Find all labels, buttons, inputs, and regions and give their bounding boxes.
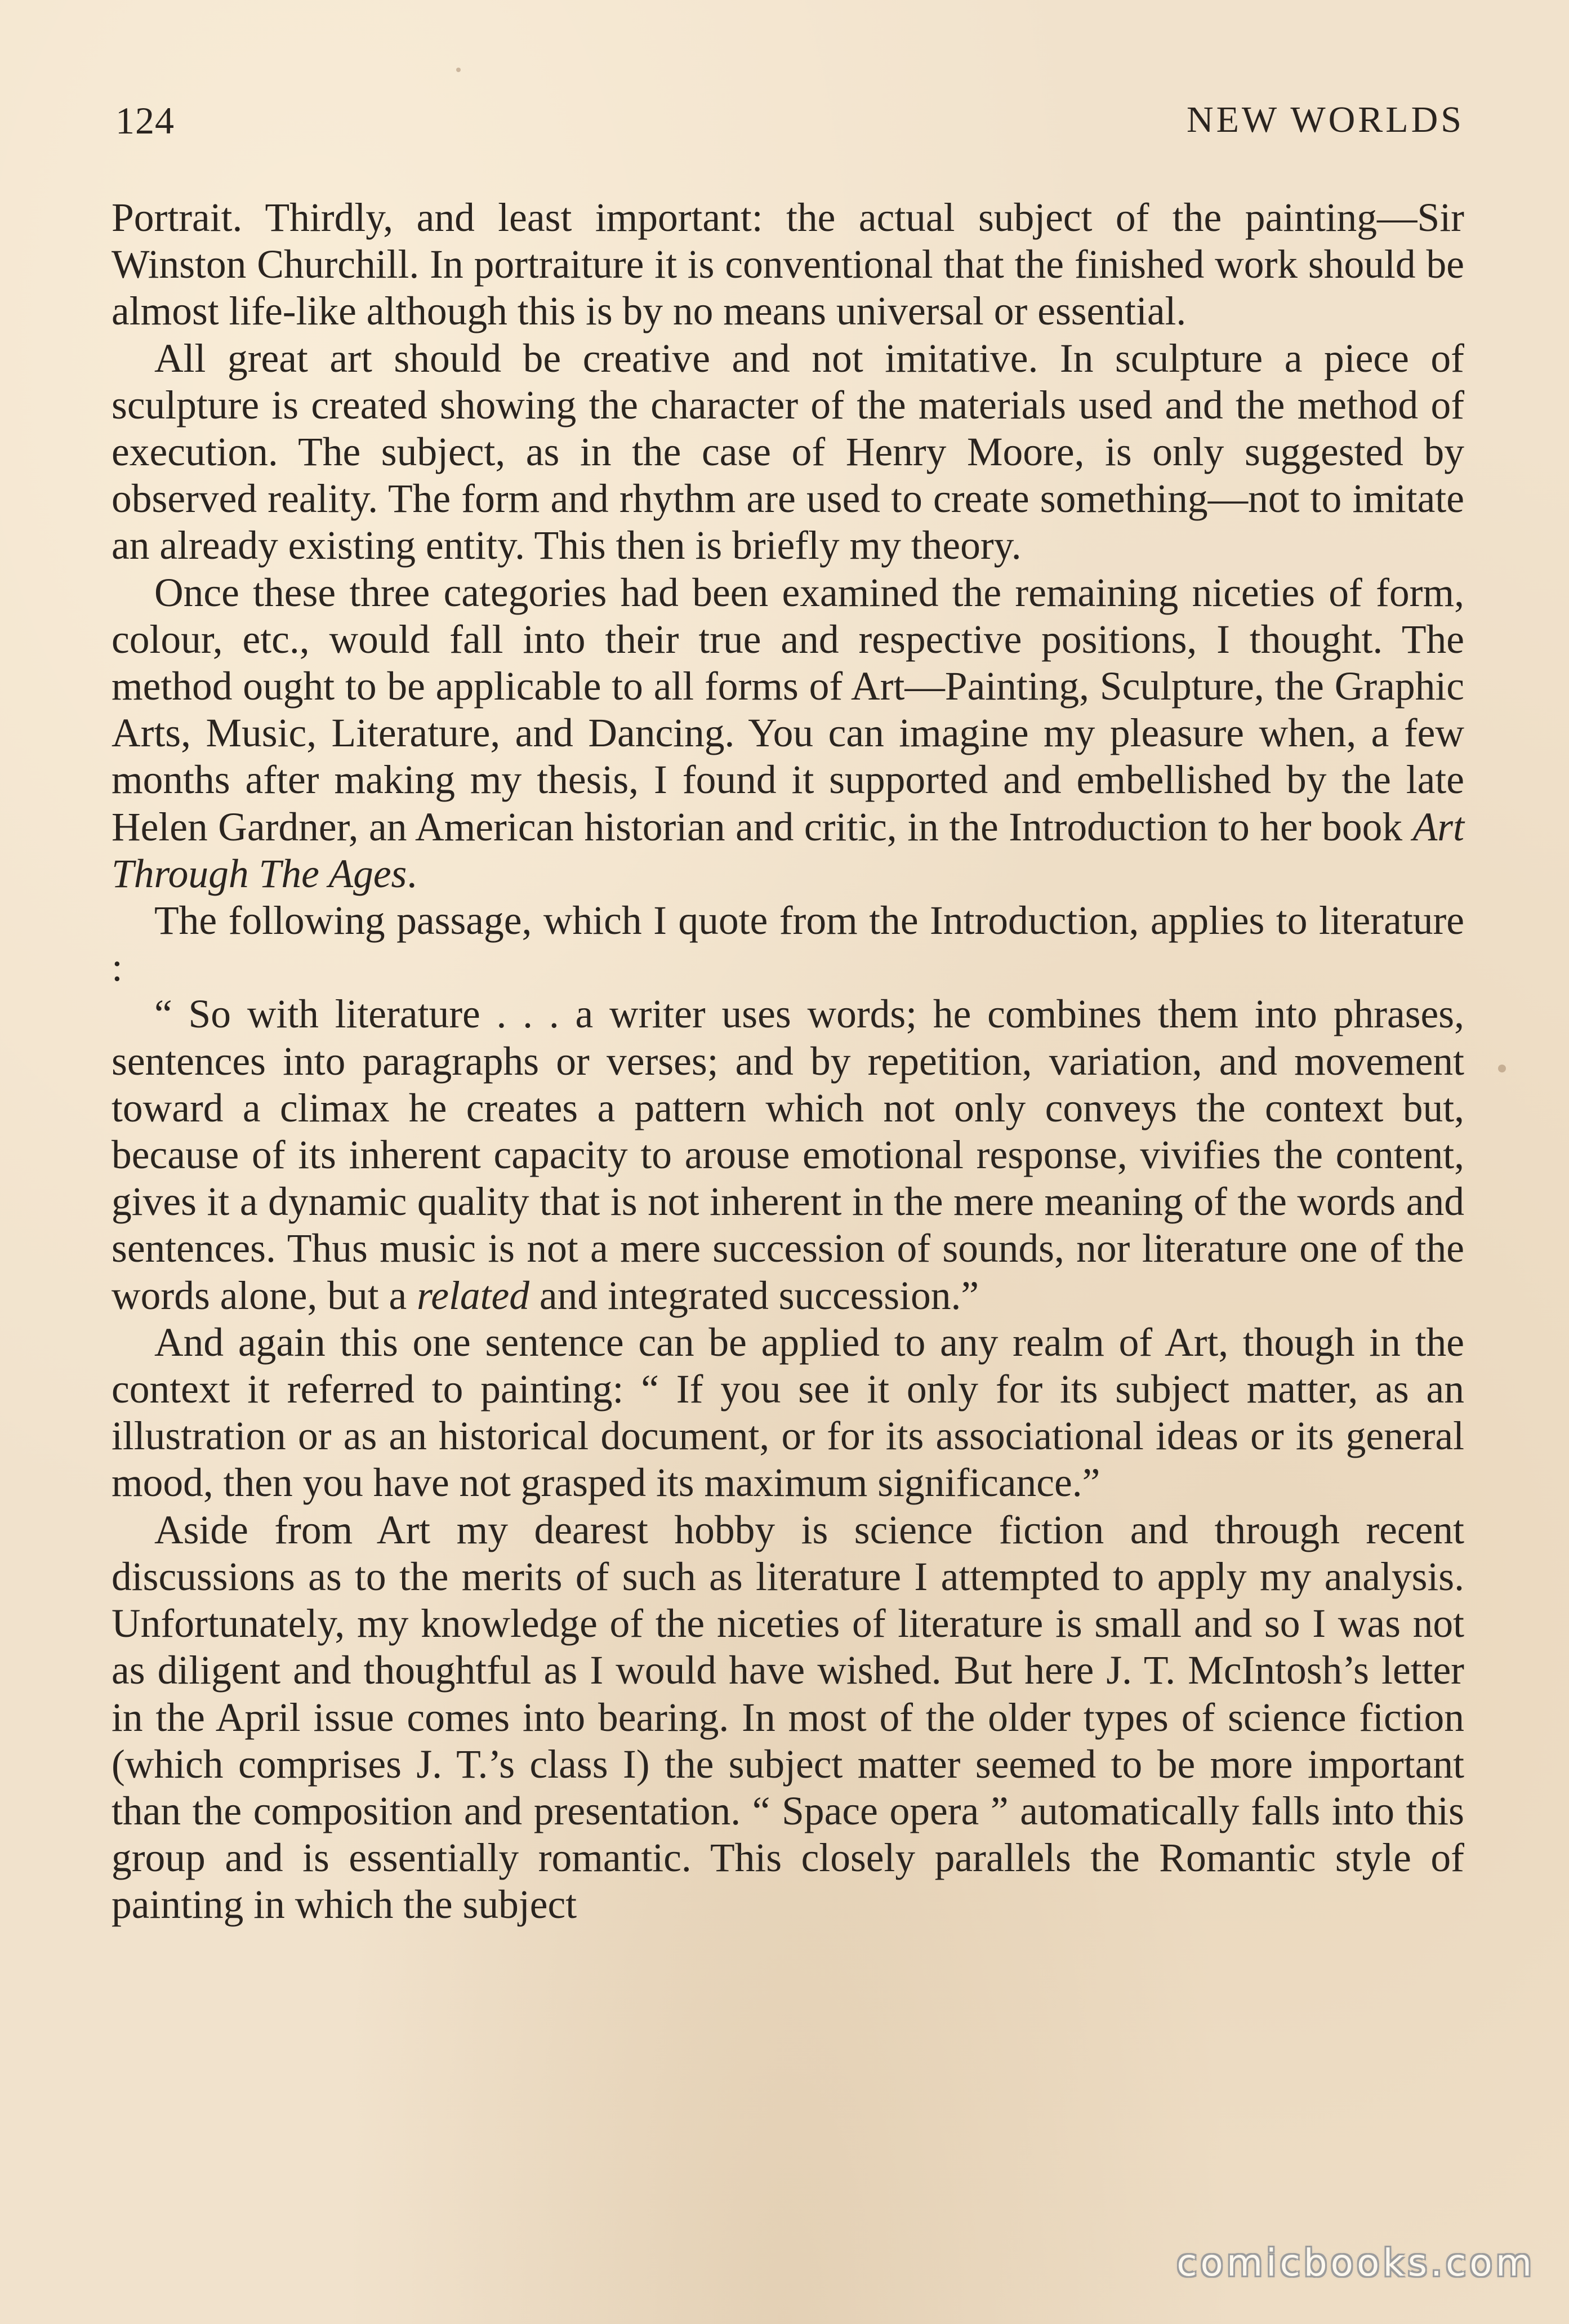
paper-speck	[456, 68, 461, 72]
quoted-passage	[112, 991, 1464, 1319]
paragraph-text: Aside from Art my dearest hobby is science fiction and through recent discussions as to the merits of such as literature I attempted to apply my analysis. Unfortunately, my knowledge of the niceties of literature is small and so I was not as diligent and thoughtful as I would have wished. But here J. T. McIntosh’s letter in the April issue comes into bearing. In most of the older types of science fiction (which comprises J. T.’s class I) the subject matter seemed to be more important than the composition and presentation. “ Space opera ” automatically falls into this group and is essentially romantic. This closely parallels the Romantic style of painting in which the subject	[112, 1507, 1464, 1927]
paragraph-text: And again this one sentence can be applied to any realm of Art, though in the context it referred to painting: “ If you see it only for its subject matter, as an illustration or as an historical document, or for its associational ideas or its general mood, then you have not grasped its maximum significance.”	[112, 1320, 1464, 1506]
page-header	[115, 99, 1464, 161]
paragraph-text: All great art should be creative and not imitative. In sculpture a piece of sculpture is created showing the character of the materials used and the method of execution. The subject, as in the case of Henry Moore, is only suggested by observed reality. The form and rhythm are used to create something—not to imitate an already existing entity. This then is briefly my theory.	[112, 336, 1464, 568]
paragraph-7	[112, 1507, 1464, 1929]
paragraph-6	[112, 1319, 1464, 1507]
book-title: Art Through The Ages	[112, 804, 1464, 896]
paragraph-text: The following passage, which I quote from the Introduction, applies to literature :	[112, 898, 1464, 990]
quote-text: and integrated succession.”	[529, 1273, 979, 1318]
running-head: NEW WORLDS	[1186, 99, 1464, 140]
paragraph-text: Once these three categories had been examined the remaining niceties of form, colour, etc., would fall into their true and respective positions, I thought. The method ought to be applicable to all forms of Art—Painting, Sculpture, the Graphic Arts, Music, Literature, and Dancing. You can imagine my pleasure when, a few months after making my thesis, I found it supported and embellished by the late Helen Gardner, an American historian and critic, in the Introduction to her book	[112, 570, 1464, 849]
emphasis-related: related	[417, 1273, 529, 1318]
paragraph-3	[112, 569, 1464, 897]
paragraph-1	[112, 194, 1464, 335]
site-watermark: comicbooks.com	[1176, 2241, 1535, 2285]
quote-text: “ So with literature . . . a writer uses words; he combines them into phrases, sentences into paragraphs or verses; and by repetition, variation, and movement toward a climax he creates a pattern which not only conveys the context but, because of its inherent capacity to arouse emotional response, vivifies the content, gives it a dynamic quality that is not inherent in the mere meaning of the words and sentences. Thus music is not a mere succession of sounds, nor literature one of the words alone, but a	[112, 992, 1464, 1318]
paragraph-4	[112, 897, 1464, 991]
paper-speck	[1498, 1065, 1506, 1072]
paragraph-text: .	[407, 851, 417, 896]
paragraph-2	[112, 335, 1464, 569]
page-number: 124	[115, 99, 175, 142]
body-text	[112, 194, 1464, 1929]
paragraph-text: Portrait. Thirdly, and least important: the actual subject of the painting—Sir Winston Churchill. In portraiture it is conventional that the finished work should be almost life-like although this is by no means universal or essential.	[112, 195, 1464, 334]
